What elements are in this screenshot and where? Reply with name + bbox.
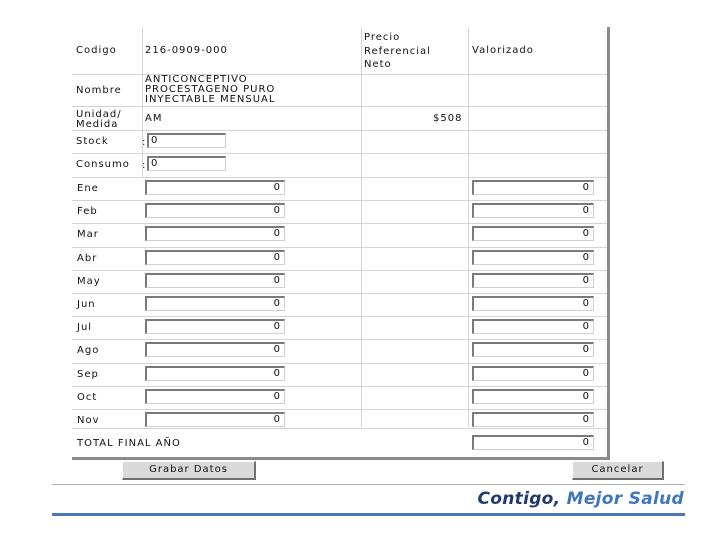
month-label: Jul — [77, 322, 93, 333]
nombre-value-line-3: INYECTABLE MENSUAL — [145, 94, 276, 105]
unidad-label-line-2: Medida — [76, 119, 119, 130]
month-quantity-input[interactable]: 0 — [145, 389, 285, 404]
month-row-divider — [72, 247, 607, 248]
codigo-label: Codigo — [76, 45, 117, 56]
codigo-value: 216-0909-000 — [145, 45, 228, 56]
slogan-underline — [52, 513, 685, 516]
month-valorizado-input[interactable]: 0 — [472, 319, 594, 334]
month-quantity-input[interactable]: 0 — [145, 412, 285, 427]
column-divider — [361, 27, 362, 427]
month-valorizado-input[interactable]: 0 — [472, 250, 594, 265]
grabar-datos-button[interactable]: Grabar Datos — [122, 461, 256, 480]
month-valorizado-input[interactable]: 0 — [472, 366, 594, 381]
precio-label-line-2: Referencial — [364, 46, 431, 57]
month-row-divider — [72, 386, 607, 387]
precio-label-line-3: Neto — [364, 59, 392, 70]
month-quantity-input[interactable]: 0 — [145, 273, 285, 288]
total-value-input[interactable]: 0 — [472, 435, 594, 450]
column-divider — [468, 27, 469, 427]
unidad-label-line-1: Unidad/ — [76, 109, 122, 120]
month-label: Feb — [77, 206, 98, 217]
month-label: Abr — [77, 253, 98, 264]
precio-label-line-1: Precio — [364, 32, 401, 43]
month-quantity-input[interactable]: 0 — [145, 250, 285, 265]
unidad-value: AM — [145, 113, 163, 124]
month-label: Ene — [77, 183, 99, 194]
slogan — [477, 489, 684, 509]
month-valorizado-input[interactable]: 0 — [472, 273, 594, 288]
month-row-divider — [72, 223, 607, 224]
month-quantity-input[interactable]: 0 — [145, 296, 285, 311]
month-label: Jun — [77, 299, 96, 310]
valorizado-label: Valorizado — [472, 45, 534, 56]
row-divider — [72, 130, 607, 131]
consumo-label: Consumo — [76, 159, 130, 170]
nombre-label: Nombre — [76, 85, 122, 96]
month-valorizado-input[interactable]: 0 — [472, 180, 594, 195]
nombre-value-line-1: ANTICONCEPTIVO — [145, 74, 248, 85]
month-quantity-input[interactable]: 0 — [145, 366, 285, 381]
month-label: Ago — [77, 345, 100, 356]
month-quantity-input[interactable]: 0 — [145, 226, 285, 241]
stock-label: Stock — [76, 136, 109, 147]
month-row-divider — [72, 409, 607, 410]
month-quantity-input[interactable]: 0 — [145, 342, 285, 357]
row-divider — [72, 153, 607, 154]
month-valorizado-input[interactable]: 0 — [472, 226, 594, 241]
nombre-value-line-2: PROCESTAGENO PURO — [145, 84, 276, 95]
slogan-part-1: Contigo, — [477, 489, 561, 509]
month-row-divider — [72, 177, 607, 178]
cancelar-button[interactable]: Cancelar — [572, 461, 664, 480]
footer-divider — [52, 484, 685, 485]
month-valorizado-input[interactable]: 0 — [472, 412, 594, 427]
precio-value: $508 — [433, 113, 463, 124]
column-divider — [142, 27, 146, 177]
month-row-divider — [72, 200, 607, 201]
month-row-divider — [72, 316, 607, 317]
stock-input[interactable]: 0 — [147, 133, 226, 148]
month-row-divider — [72, 363, 607, 364]
month-label: May — [77, 276, 101, 287]
month-valorizado-input[interactable]: 0 — [472, 342, 594, 357]
product-form — [72, 27, 610, 460]
month-row-divider — [72, 270, 607, 271]
month-row-divider — [72, 293, 607, 294]
month-quantity-input[interactable]: 0 — [145, 319, 285, 334]
slogan-part-2: Mejor Salud — [566, 489, 684, 509]
stock-colon: : — [142, 137, 146, 148]
month-valorizado-input[interactable]: 0 — [472, 203, 594, 218]
total-label: TOTAL FINAL AÑO — [77, 438, 181, 449]
month-label: Mar — [77, 229, 99, 240]
consumo-colon: : — [142, 160, 146, 171]
total-divider — [72, 428, 607, 429]
month-label: Oct — [77, 392, 98, 403]
row-divider — [72, 106, 607, 107]
month-valorizado-input[interactable]: 0 — [472, 296, 594, 311]
month-label: Sep — [77, 369, 99, 380]
month-label: Nov — [77, 415, 100, 426]
month-quantity-input[interactable]: 0 — [145, 203, 285, 218]
month-valorizado-input[interactable]: 0 — [472, 389, 594, 404]
month-quantity-input[interactable]: 0 — [145, 180, 285, 195]
month-row-divider — [72, 339, 607, 340]
consumo-input[interactable]: 0 — [147, 156, 226, 171]
